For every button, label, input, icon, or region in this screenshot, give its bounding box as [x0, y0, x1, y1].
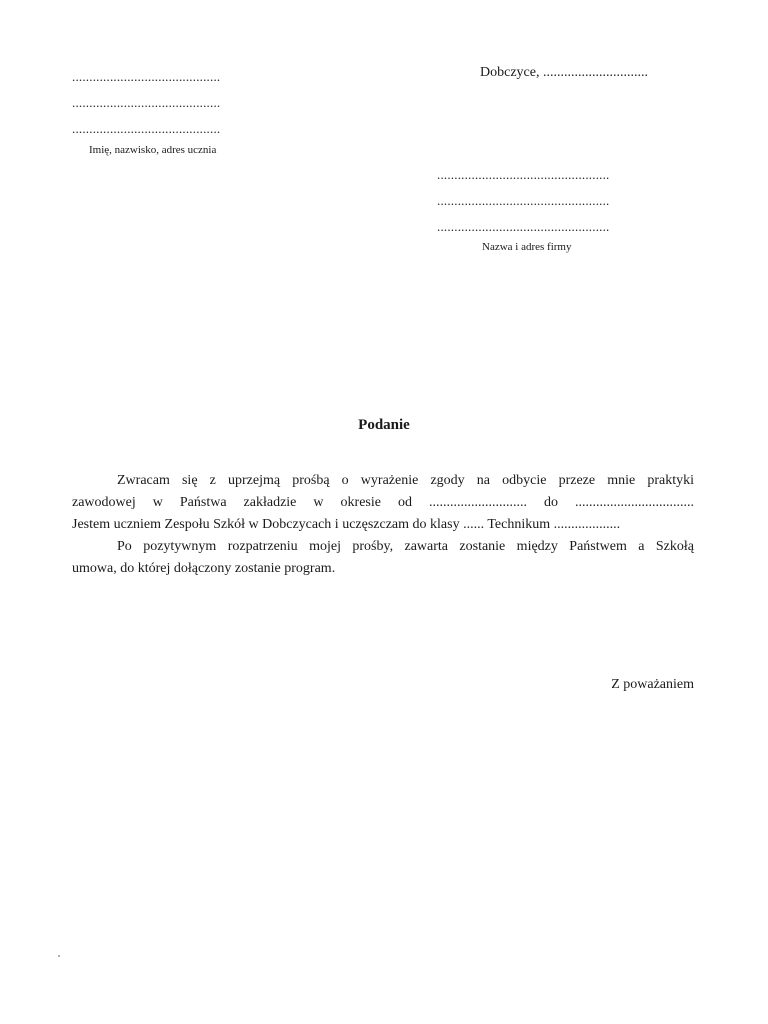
- sender-line-2: ...........................................: [72, 95, 221, 110]
- sender-line-1: ...........................................: [72, 69, 221, 84]
- paragraph-request-line-3: Jestem uczniem Zespołu Szkół w Dobczycach i uczęszczam do klasy ...... Technikum ...................: [72, 517, 621, 532]
- paragraph-request-line-1: Zwracam się z uprzejmą prośbą o wyrażenie zgody na odbycie przeze mnie praktyki: [117, 473, 694, 488]
- recipient-line-2: ..................................................: [437, 193, 610, 208]
- paragraph-agreement: [72, 536, 694, 580]
- paragraph-agreement-line-2: umowa, do której dołączony zostanie program.: [72, 561, 336, 576]
- scan-artifact: [58, 955, 60, 957]
- recipient-caption: Nazwa i adres firmy: [482, 241, 572, 253]
- document-title: Podanie: [358, 417, 410, 433]
- paragraph-agreement-line-1: Po pozytywnym rozpatrzeniu mojej prośby, zawarta zostanie między Państwem a Szkołą: [117, 539, 694, 554]
- paragraph-request-line-2: zawodowej w Państwa zakładzie w okresie od ............................ do ..................................: [72, 495, 694, 510]
- paragraph-request: [72, 470, 694, 536]
- recipient-line-1: ..................................................: [437, 167, 610, 182]
- sender-caption: Imię, nazwisko, adres ucznia: [89, 144, 217, 156]
- place-date: Dobczyce, ..............................: [480, 65, 648, 80]
- closing-signature: Z poważaniem: [611, 677, 694, 692]
- document-body: [72, 470, 694, 580]
- recipient-line-3: ..................................................: [437, 219, 610, 234]
- sender-line-3: ...........................................: [72, 121, 221, 136]
